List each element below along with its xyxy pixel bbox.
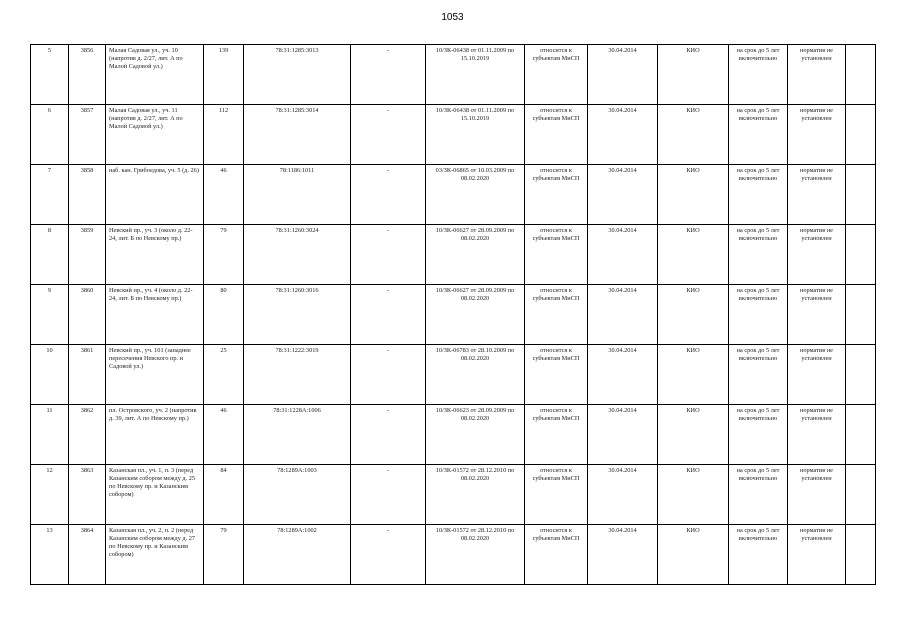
dash-cell: - (351, 45, 426, 105)
term-cell: на срок до 5 лет включительно (729, 405, 788, 465)
cadastral-number-cell: 78:1186:1011 (244, 165, 351, 225)
dash-cell: - (351, 525, 426, 585)
dash-cell: - (351, 165, 426, 225)
row-number-cell: 13 (31, 525, 69, 585)
area-cell: 79 (204, 225, 244, 285)
area-cell: 46 (204, 165, 244, 225)
date-cell: 30.04.2014 (588, 285, 658, 345)
table-row (31, 525, 876, 585)
table-row (31, 105, 876, 165)
term-cell: на срок до 5 лет включительно (729, 225, 788, 285)
contract-cell: 03/ЗК-06865 от 10.03.2009 по 08.02.2020 (426, 165, 525, 225)
object-id-cell: 3856 (69, 45, 106, 105)
category-cell: относится к субъектам МиСП (525, 345, 588, 405)
organization-cell: КИО (658, 45, 729, 105)
norm-cell: норматив не установлен (788, 345, 846, 405)
contract-cell: 10/ЗК-06783 от 28.10.2009 по 08.02.2020 (426, 345, 525, 405)
dash-cell: - (351, 285, 426, 345)
norm-cell: норматив не установлен (788, 105, 846, 165)
category-cell: относится к субъектам МиСП (525, 285, 588, 345)
organization-cell: КИО (658, 105, 729, 165)
category-cell: относится к субъектам МиСП (525, 225, 588, 285)
category-cell: относится к субъектам МиСП (525, 45, 588, 105)
cadastral-number-cell: 78:31:1260:3016 (244, 285, 351, 345)
date-cell: 30.04.2014 (588, 225, 658, 285)
dash-cell: - (351, 465, 426, 525)
contract-cell: 10/ЗК-06623 от 28.09.2009 по 08.02.2020 (426, 405, 525, 465)
cadastral-number-cell: 78:31:1260:3024 (244, 225, 351, 285)
norm-cell: норматив не установлен (788, 165, 846, 225)
table-row (31, 465, 876, 525)
table-row (31, 285, 876, 345)
row-number-cell: 7 (31, 165, 69, 225)
cadastral-number-cell: 78:31:1285:3013 (244, 45, 351, 105)
object-id-cell: 3860 (69, 285, 106, 345)
row-number-cell: 9 (31, 285, 69, 345)
extra-cell (846, 165, 876, 225)
date-cell: 30.04.2014 (588, 165, 658, 225)
table-row (31, 225, 876, 285)
norm-cell: норматив не установлен (788, 405, 846, 465)
organization-cell: КИО (658, 525, 729, 585)
organization-cell: КИО (658, 165, 729, 225)
object-id-cell: 3861 (69, 345, 106, 405)
extra-cell (846, 105, 876, 165)
norm-cell: норматив не установлен (788, 465, 846, 525)
norm-cell: норматив не установлен (788, 225, 846, 285)
term-cell: на срок до 5 лет включительно (729, 45, 788, 105)
organization-cell: КИО (658, 225, 729, 285)
dash-cell: - (351, 225, 426, 285)
dash-cell: - (351, 345, 426, 405)
extra-cell (846, 465, 876, 525)
object-id-cell: 3858 (69, 165, 106, 225)
table-row (31, 45, 876, 105)
category-cell: относится к субъектам МиСП (525, 405, 588, 465)
term-cell: на срок до 5 лет включительно (729, 525, 788, 585)
table-row (31, 345, 876, 405)
contract-cell: 10/ЗК-06438 от 01.11.2009 по 15.10.2019 (426, 45, 525, 105)
organization-cell: КИО (658, 345, 729, 405)
dash-cell: - (351, 105, 426, 165)
row-number-cell: 10 (31, 345, 69, 405)
object-id-cell: 3862 (69, 405, 106, 465)
contract-cell: 10/ЗК-06438 от 01.11.2009 по 15.10.2019 (426, 105, 525, 165)
norm-cell: норматив не установлен (788, 285, 846, 345)
object-id-cell: 3864 (69, 525, 106, 585)
extra-cell (846, 225, 876, 285)
category-cell: относится к субъектам МиСП (525, 105, 588, 165)
date-cell: 30.04.2014 (588, 405, 658, 465)
category-cell: относится к субъектам МиСП (525, 465, 588, 525)
row-number-cell: 6 (31, 105, 69, 165)
category-cell: относится к субъектам МиСП (525, 525, 588, 585)
cadastral-number-cell: 78:31:1228А:1006 (244, 405, 351, 465)
date-cell: 30.04.2014 (588, 45, 658, 105)
object-id-cell: 3863 (69, 465, 106, 525)
cadastral-number-cell: 78:1289А:1002 (244, 525, 351, 585)
address-cell: Малая Садовая ул., уч. 11 (напротив д. 2/27, лит. А по Малой Садовой ул.) (106, 105, 204, 165)
address-cell: Казанская пл., уч. 2, п. 2 (перед Казанским собором между д. 27 по Невскому пр. и Казанским собором) (106, 525, 204, 585)
address-cell: Невский пр., уч. 4 (около д. 22-24, лит. Б по Невскому пр.) (106, 285, 204, 345)
cadastral-number-cell: 78:1289А:1003 (244, 465, 351, 525)
area-cell: 112 (204, 105, 244, 165)
object-id-cell: 3857 (69, 105, 106, 165)
object-id-cell: 3859 (69, 225, 106, 285)
area-cell: 46 (204, 405, 244, 465)
address-cell: Невский пр., уч. 101 (западнее пересечения Невского пр. и Садовой ул.) (106, 345, 204, 405)
organization-cell: КИО (658, 465, 729, 525)
term-cell: на срок до 5 лет включительно (729, 105, 788, 165)
extra-cell (846, 525, 876, 585)
date-cell: 30.04.2014 (588, 345, 658, 405)
row-number-cell: 5 (31, 45, 69, 105)
table-row (31, 405, 876, 465)
term-cell: на срок до 5 лет включительно (729, 465, 788, 525)
row-number-cell: 11 (31, 405, 69, 465)
area-cell: 139 (204, 45, 244, 105)
contract-cell: 10/ЗК-06627 от 28.09.2009 по 08.02.2020 (426, 285, 525, 345)
registry-table (30, 44, 876, 585)
address-cell: пл. Островского, уч. 2 (напротив д. 39, лит. А по Невскому пр.) (106, 405, 204, 465)
area-cell: 84 (204, 465, 244, 525)
extra-cell (846, 45, 876, 105)
date-cell: 30.04.2014 (588, 525, 658, 585)
organization-cell: КИО (658, 285, 729, 345)
date-cell: 30.04.2014 (588, 465, 658, 525)
extra-cell (846, 285, 876, 345)
area-cell: 80 (204, 285, 244, 345)
area-cell: 79 (204, 525, 244, 585)
norm-cell: норматив не установлен (788, 525, 846, 585)
date-cell: 30.04.2014 (588, 105, 658, 165)
term-cell: на срок до 5 лет включительно (729, 345, 788, 405)
term-cell: на срок до 5 лет включительно (729, 165, 788, 225)
extra-cell (846, 405, 876, 465)
address-cell: Казанская пл., уч. 1, п. 3 (перед Казанским собором между д. 25 по Невскому пр. и Казанским собором) (106, 465, 204, 525)
row-number-cell: 12 (31, 465, 69, 525)
norm-cell: норматив не установлен (788, 45, 846, 105)
row-number-cell: 8 (31, 225, 69, 285)
contract-cell: 10/ЗК-01572 от 28.12.2010 по 08.02.2020 (426, 465, 525, 525)
organization-cell: КИО (658, 405, 729, 465)
extra-cell (846, 345, 876, 405)
contract-cell: 10/ЗК-06627 от 28.09.2009 по 08.02.2020 (426, 225, 525, 285)
dash-cell: - (351, 405, 426, 465)
table-row (31, 165, 876, 225)
address-cell: Невский пр., уч. 3 (около д. 22-24, лит. Б по Невскому пр.) (106, 225, 204, 285)
category-cell: относится к субъектам МиСП (525, 165, 588, 225)
page-number: 1053 (441, 12, 464, 23)
contract-cell: 10/ЗК-01572 от 28.12.2010 по 08.02.2020 (426, 525, 525, 585)
address-cell: наб. кан. Грибоедова, уч. 5 (д. 26) (106, 165, 204, 225)
address-cell: Малая Садовая ул., уч. 10 (напротив д. 2/27, лит. А по Малой Садовой ул.) (106, 45, 204, 105)
term-cell: на срок до 5 лет включительно (729, 285, 788, 345)
cadastral-number-cell: 78:31:1285:3014 (244, 105, 351, 165)
cadastral-number-cell: 78:31:1222:3019 (244, 345, 351, 405)
table-body (31, 45, 876, 585)
area-cell: 25 (204, 345, 244, 405)
